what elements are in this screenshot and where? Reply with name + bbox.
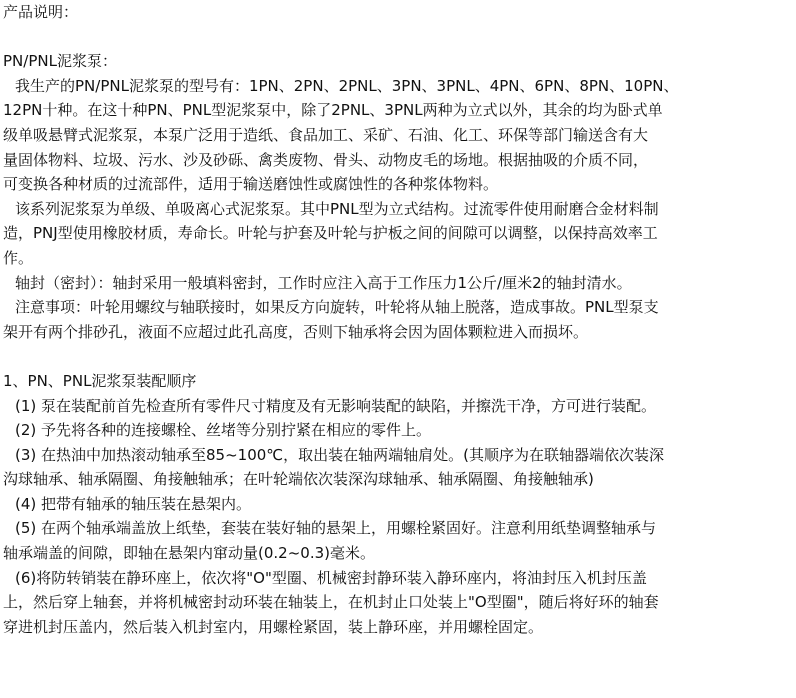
assembly-title: 1、PN、PNL泥浆泵装配顺序 [3,371,197,390]
assembly-step [3,492,793,517]
step-line: (2) 予先将各种的连接螺栓、丝堵等分别拧紧在相应的零件上。 [15,421,432,440]
step-line: (6)将防转销装在静环座上，依次将"O"型圈、机械密封静环装入静环座内，将油封压入机封压盖 [15,568,647,587]
structure-paragraph [3,197,793,271]
step-line: (4) 把带有轴承的轴压装在悬架内。 [15,494,252,513]
step-line: (5) 在两个轴承端盖放上纸垫，套装在装好轴的悬架上，用螺栓紧固好。注意利用纸垫调整轴承与 [15,519,657,538]
intro-paragraph [3,74,793,197]
step-line: (3) 在热油中加热滚动轴承至85~100℃，取出装在轴两端轴肩处。(其顺序为在联轴器端依次装深 [15,445,665,464]
spacer [3,25,793,50]
paragraph-line: 我生产的PN/PNL泥浆泵的型号有：1PN、2PN、2PNL、3PN、3PNL、4PN、6PN、8PN、10PN、 [15,76,679,95]
section-title: PN/PNL泥浆泵： [3,52,117,71]
step-line: 沟球轴承、轴承隔圈、角接触轴承；在叶轮端依次装深沟球轴承、轴承隔圈、角接触轴承) [3,470,594,489]
assembly-step [3,443,793,492]
paragraph-line: 该系列泥浆泵为单级、单吸离心式泥浆泵。其中PNL型为立式结构。过流零件使用耐磨合金材料制 [15,199,659,218]
step-line: (1) 泵在装配前首先检查所有零件尺寸精度及有无影响装配的缺陷，并擦洗干净，方可进行装配。 [15,396,657,415]
step-line: 穿进机封压盖内，然后装入机封室内，用螺栓紧固，装上静环座，并用螺栓固定。 [3,617,544,636]
paragraph-line: 造，PNJ型使用橡胶材质，寿命长。叶轮与护套及叶轮与护板之间的间隙可以调整，以保持高效率工 [3,224,658,243]
paragraph-line: 架开有两个排砂孔，液面不应超过此孔高度，否则下轴承将会因为固体颗粒进入而损坏。 [3,322,589,341]
assembly-step [3,516,793,565]
document-body [3,0,793,639]
assembly-step [3,418,793,443]
paragraph-line: 12PN十种。在这十种PN、PNL型泥浆泵中，除了2PNL、3PNL两种为立式以外，其余的均为卧式单 [3,101,663,120]
step-line: 上，然后穿上轴套，并将机械密封动环装在轴装上，在机封止口处装上"O型圈"，随后将好环的轴套 [3,593,659,612]
paragraph-line: 作。 [3,248,34,267]
assembly-step [3,394,793,419]
paragraph-line: 级单吸悬臂式泥浆泵，本泵广泛用于造纸、食品加工、采矿、石油、化工、环保等部门输送含有大 [3,125,649,144]
assembly-steps [3,394,793,640]
notice-paragraph [3,295,793,344]
paragraph-line: 注意事项：叶轮用螺纹与轴联接时，如果反方向旋转，叶轮将从轴上脱落，造成事故。PNL型泵支 [15,298,659,317]
shaft-seal-paragraph: 轴封（密封）：轴封采用一般填料密封，工作时应注入高于工作压力1公斤/厘米2的轴封清水。 [15,273,632,292]
spacer [3,344,793,369]
document-heading: 产品说明： [3,3,79,21]
paragraph-line: 量固体物料、垃圾、污水、沙及砂砾、禽类废物、骨头、动物皮毛的场地。根据抽吸的介质不同， [3,150,649,169]
step-line: 轴承端盖的间隙，即轴在悬架内窜动量(0.2~0.3)毫米。 [3,544,375,563]
assembly-step [3,566,793,640]
paragraph-line: 可变换各种材质的过流部件，适用于输送磨蚀性或腐蚀性的各种浆体物料。 [3,175,499,194]
